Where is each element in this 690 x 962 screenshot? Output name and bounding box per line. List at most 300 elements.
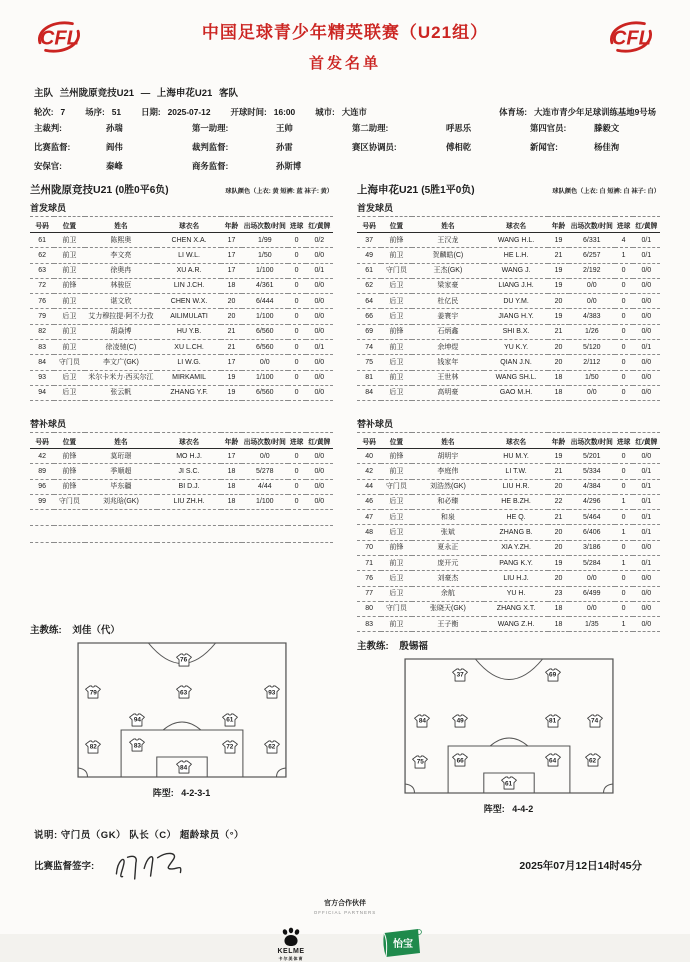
jersey-number: 62 (268, 743, 276, 751)
team-kit-colors: 球队颜色（上衣: 黄 短裤: 蓝 袜子: 黄） (225, 188, 333, 195)
name-cell: 梁家豪 (412, 278, 485, 293)
cards-cell: 0/1 (633, 494, 660, 509)
player-row (357, 586, 660, 601)
jersey_name-cell: GAO M.H. (484, 385, 548, 400)
age-cell: 20 (548, 479, 569, 494)
goals-cell: 0 (288, 370, 306, 385)
substitutes-label: 替补球员 (30, 419, 67, 429)
coach-label: 主教练: (30, 625, 62, 636)
jersey_name-cell: WANG H.L. (484, 233, 548, 248)
starters-table (30, 216, 333, 401)
team-kit-colors: 球队颜色（上衣: 白 短裤: 白 袜子: 白） (552, 188, 660, 195)
partners-title: 官方合作伙伴 (324, 900, 366, 908)
jersey_name-cell: PANG K.Y. (484, 555, 548, 570)
formation-value: 4-2-3-1 (181, 788, 211, 798)
player-row (357, 479, 660, 494)
name-cell: 王汉龙 (412, 233, 485, 248)
name-cell: 李文广(GK) (85, 355, 158, 370)
column-header: 红/黄牌 (306, 433, 333, 449)
jersey-number: 62 (588, 757, 597, 765)
goals-cell: 1 (615, 555, 633, 570)
no-cell: 96 (30, 479, 54, 494)
info-value: 7 (60, 107, 66, 117)
age-cell: 21 (548, 248, 569, 263)
goals-cell: 0 (615, 339, 633, 354)
jersey-icon (544, 713, 561, 728)
jersey_name-cell: XU L.CH. (157, 339, 221, 354)
team-header (30, 181, 333, 197)
table-header-row (30, 217, 333, 233)
official-label: 第四官员: (530, 123, 567, 133)
kelme-wordmark: KELME (277, 948, 305, 956)
info-label: 日期: (141, 107, 161, 117)
jersey_name-cell: JI S.C. (157, 464, 221, 479)
partners-block (0, 898, 690, 962)
jersey-icon (263, 739, 280, 754)
age-cell: 19 (548, 263, 569, 278)
player-row (30, 355, 333, 370)
no-cell: 72 (30, 278, 54, 293)
starters-label: 首发球员 (357, 203, 394, 213)
apps-cell: 4/383 (569, 309, 614, 324)
column-header: 球衣名 (157, 433, 221, 449)
jersey-icon (586, 713, 603, 728)
column-header: 球衣名 (157, 217, 221, 233)
column-header: 位置 (381, 433, 411, 449)
no-cell: 70 (357, 540, 381, 555)
jersey-number: 66 (456, 757, 464, 765)
column-header: 球衣名 (484, 217, 548, 233)
jersey_name-cell: ZHANG B. (484, 525, 548, 540)
info-pair (499, 106, 656, 118)
goals-cell: 4 (615, 233, 633, 248)
name-cell: 王世林 (412, 370, 485, 385)
player-row (357, 494, 660, 509)
age-cell: 17 (221, 248, 242, 263)
jersey-number: 64 (549, 757, 557, 765)
column-header: 号码 (357, 217, 381, 233)
supervisor-signature-label: 比赛监督签字: (34, 861, 95, 873)
apps-cell: 6/560 (242, 385, 287, 400)
no-cell: 69 (357, 324, 381, 339)
pos-cell: 前锋 (54, 479, 84, 494)
cards-cell: 0/1 (633, 479, 660, 494)
cards-cell: 0/1 (633, 555, 660, 570)
no-cell: 99 (30, 494, 54, 509)
jersey_name-cell: HE L.H. (484, 248, 548, 263)
pos-cell: 后卫 (381, 278, 411, 293)
name-cell: 张晓天(GK) (412, 601, 485, 616)
cards-cell: 0/0 (633, 309, 660, 324)
no-cell: 80 (357, 601, 381, 616)
column-header: 年龄 (548, 433, 569, 449)
jersey_name-cell: YU H. (484, 586, 548, 601)
player-row (30, 263, 333, 278)
jersey-number: 72 (226, 743, 234, 751)
apps-cell: 0/0 (242, 355, 287, 370)
jersey_name-cell: BI D.J. (157, 479, 221, 494)
pitch (404, 658, 614, 794)
age-cell: 19 (548, 309, 569, 324)
pos-cell: 前卫 (54, 233, 84, 248)
formation-label: 阵型: 4-4-2 (483, 804, 534, 815)
player-row (30, 464, 333, 479)
table-header-row (30, 433, 333, 449)
age-cell: 19 (548, 449, 569, 464)
no-cell: 83 (30, 339, 54, 354)
no-cell: 94 (30, 385, 54, 400)
official-label: 主裁判: (34, 123, 62, 133)
column-header: 号码 (357, 433, 381, 449)
pos-cell: 守门员 (381, 263, 411, 278)
info-label: 轮次: (34, 107, 54, 117)
jersey-icon (175, 652, 192, 667)
age-cell: 18 (548, 617, 569, 632)
no-cell: 84 (357, 385, 381, 400)
jersey-icon (85, 685, 102, 700)
column-header: 姓名 (412, 217, 485, 233)
starters-label: 首发球员 (30, 203, 67, 213)
age-cell: 20 (548, 525, 569, 540)
player-row (30, 494, 333, 509)
apps-cell: 6/444 (242, 294, 287, 309)
table-header-row (357, 433, 660, 449)
pos-cell: 后卫 (381, 309, 411, 324)
age-cell: 21 (548, 510, 569, 525)
no-cell: 61 (357, 263, 381, 278)
jersey-icon (452, 667, 469, 682)
player-row (30, 294, 333, 309)
apps-cell: 4/361 (242, 278, 287, 293)
goals-cell: 1 (615, 248, 633, 263)
no-cell: 66 (357, 309, 381, 324)
cards-cell: 0/0 (306, 294, 333, 309)
age-cell: 17 (221, 233, 242, 248)
player-row (30, 385, 333, 400)
pos-cell: 前卫 (54, 324, 84, 339)
column-header: 位置 (381, 217, 411, 233)
apps-cell: 6/331 (569, 233, 614, 248)
column-header: 进球 (615, 217, 633, 233)
official-label: 新闻官: (530, 142, 558, 152)
apps-cell: 5/464 (569, 510, 614, 525)
jersey-number: 61 (226, 716, 234, 724)
column-header: 红/黄牌 (633, 433, 660, 449)
apps-cell: 5/284 (569, 555, 614, 570)
column-header: 姓名 (412, 433, 485, 449)
goals-cell: 0 (288, 248, 306, 263)
goals-cell: 1 (615, 617, 633, 632)
column-header: 出场次数/时间 (569, 433, 614, 449)
cards-cell: 0/0 (633, 385, 660, 400)
apps-cell: 1/100 (242, 263, 287, 278)
goals-cell: 1 (615, 494, 633, 509)
name-cell: 胡焱博 (85, 324, 158, 339)
pos-cell: 前卫 (381, 370, 411, 385)
cards-cell: 0/0 (633, 617, 660, 632)
column-header: 出场次数/时间 (569, 217, 614, 233)
cards-cell: 0/1 (633, 248, 660, 263)
goals-cell: 0 (288, 464, 306, 479)
player-row (357, 555, 660, 570)
svg-text:怡宝: 怡宝 (393, 939, 413, 951)
official-name: 呼思乐 (446, 123, 472, 133)
name-cell: 余航 (412, 586, 485, 601)
player-row (357, 278, 660, 293)
svg-text:CFL: CFL (39, 27, 79, 50)
pitch-field-lines (404, 658, 614, 794)
apps-cell: 4/296 (569, 494, 614, 509)
player-row (30, 324, 333, 339)
no-cell: 79 (30, 309, 54, 324)
page-title: 中国足球青少年精英联赛（U21组） (201, 23, 489, 42)
name-cell: 刘兆晗(GK) (85, 494, 158, 509)
pos-cell: 前锋 (381, 233, 411, 248)
name-cell: 李庭伟 (412, 464, 485, 479)
age-cell: 20 (548, 294, 569, 309)
apps-cell: 5/278 (242, 464, 287, 479)
age-cell: 20 (221, 294, 242, 309)
official-name: 孙瑞 (106, 123, 123, 133)
substitutes-label: 替补球员 (357, 419, 394, 429)
cards-cell: 0/0 (633, 294, 660, 309)
apps-cell: 1/50 (569, 370, 614, 385)
cards-cell: 0/0 (633, 586, 660, 601)
empty-row (30, 510, 333, 526)
jersey_name-cell: LI W.G. (157, 355, 221, 370)
table-header-row (357, 217, 660, 233)
player-row (357, 309, 660, 324)
empty-row (30, 526, 333, 542)
goals-cell: 0 (615, 263, 633, 278)
age-cell: 20 (548, 339, 569, 354)
pos-cell: 前锋 (54, 464, 84, 479)
official-label: 赛区协调员: (352, 142, 397, 152)
jersey-icon (544, 667, 561, 682)
pos-cell: 后卫 (381, 525, 411, 540)
apps-cell: 1/50 (242, 248, 287, 263)
match-info-line (0, 102, 690, 119)
name-cell: 张斌 (412, 525, 485, 540)
apps-cell: 6/406 (569, 525, 614, 540)
pos-cell: 后卫 (381, 586, 411, 601)
name-cell: 夏永正 (412, 540, 485, 555)
jersey_name-cell: HU M.Y. (484, 449, 548, 464)
age-cell: 19 (548, 233, 569, 248)
official-label: 第一助理: (192, 123, 229, 133)
name-cell: 余坤煜 (412, 339, 485, 354)
pos-cell: 后卫 (381, 385, 411, 400)
no-cell: 76 (357, 571, 381, 586)
column-header: 姓名 (85, 217, 158, 233)
column-header: 进球 (615, 433, 633, 449)
no-cell: 62 (30, 248, 54, 263)
no-cell: 93 (30, 370, 54, 385)
column-header: 年龄 (221, 217, 242, 233)
no-cell: 74 (357, 339, 381, 354)
apps-cell: 1/100 (242, 309, 287, 324)
pos-cell: 前锋 (54, 278, 84, 293)
goals-cell: 0 (288, 324, 306, 339)
substitutes-table (30, 432, 333, 543)
name-cell: 高明豪 (412, 385, 485, 400)
substitutes-table-area (30, 432, 333, 616)
pos-cell: 前卫 (381, 555, 411, 570)
no-cell: 44 (357, 479, 381, 494)
vs-separator: — (140, 88, 151, 99)
age-cell: 18 (548, 370, 569, 385)
pos-cell: 前锋 (381, 449, 411, 464)
apps-cell: 0/0 (242, 449, 287, 464)
page-subtitle: 首发名单 (308, 55, 381, 72)
coach-line (357, 638, 660, 652)
pos-cell: 守门员 (381, 479, 411, 494)
yibao-logo (378, 927, 424, 961)
goals-cell: 0 (288, 278, 306, 293)
jersey-number: 63 (180, 689, 188, 697)
goals-cell: 0 (288, 385, 306, 400)
cards-cell: 0/0 (306, 464, 333, 479)
name-cell: 艾力穆拉提·阿不力孜 (85, 309, 158, 324)
team-header (357, 181, 660, 197)
player-row (357, 339, 660, 354)
age-cell: 21 (548, 324, 569, 339)
no-cell: 84 (30, 355, 54, 370)
jersey-number: 61 (504, 780, 513, 788)
goals-cell: 0 (615, 385, 633, 400)
empty-cell (30, 510, 333, 526)
pos-cell: 前卫 (54, 339, 84, 354)
apps-cell: 1/35 (569, 617, 614, 632)
apps-cell: 4/384 (569, 479, 614, 494)
goals-cell: 0 (615, 586, 633, 601)
cards-cell: 0/0 (306, 479, 333, 494)
age-cell: 20 (548, 355, 569, 370)
jersey-icon (452, 713, 469, 728)
age-cell: 23 (548, 586, 569, 601)
apps-cell: 0/0 (569, 294, 614, 309)
name-cell: 庞开元 (412, 555, 485, 570)
jersey_name-cell: CHEN W.X. (157, 294, 221, 309)
name-cell: 林骏臣 (85, 278, 158, 293)
official-label: 安保官: (34, 161, 62, 171)
goals-cell: 0 (615, 479, 633, 494)
goals-cell: 0 (288, 479, 306, 494)
no-cell: 82 (30, 324, 54, 339)
goals-cell: 0 (288, 309, 306, 324)
info-pair (85, 106, 121, 118)
jersey_name-cell: WANG SH.L. (484, 370, 548, 385)
official-label: 比赛监督: (34, 142, 71, 152)
name-cell: 和必臻 (412, 494, 485, 509)
name-cell: 张云帆 (85, 385, 158, 400)
pitch (77, 642, 287, 778)
jersey-icon (175, 760, 192, 775)
goals-cell: 0 (288, 494, 306, 509)
jersey-number: 84 (180, 764, 188, 772)
age-cell: 20 (221, 309, 242, 324)
pos-cell: 后卫 (54, 370, 84, 385)
teams-line (0, 73, 690, 102)
titles (88, 16, 602, 73)
name-cell: 徐凌驰(C) (85, 339, 158, 354)
goals-cell: 0 (615, 278, 633, 293)
apps-cell: 0/0 (569, 385, 614, 400)
apps-cell: 1/99 (242, 233, 287, 248)
pos-cell: 前卫 (54, 263, 84, 278)
name-cell: 杜亿民 (412, 294, 485, 309)
player-row (30, 479, 333, 494)
player-row (357, 263, 660, 278)
partners-subtitle: OFFICIAL PARTNERS (313, 910, 377, 916)
cards-cell: 0/0 (633, 571, 660, 586)
legend-note: 说明: 守门员（GK） 队长（C） 超龄球员（°） (34, 830, 244, 842)
jersey-icon (412, 754, 429, 769)
player-row (357, 355, 660, 370)
apps-cell: 5/120 (569, 339, 614, 354)
jersey-number: 75 (416, 758, 424, 766)
pos-cell: 前锋 (381, 540, 411, 555)
player-row (30, 449, 333, 464)
info-label: 城市: (315, 107, 335, 117)
jersey_name-cell: XU A.R. (157, 263, 221, 278)
jersey-icon (544, 753, 561, 768)
info-pair (141, 106, 210, 118)
no-cell: 47 (357, 510, 381, 525)
cards-cell: 0/0 (633, 355, 660, 370)
no-cell: 71 (357, 555, 381, 570)
cards-cell: 0/1 (633, 510, 660, 525)
column-header: 球衣名 (484, 433, 548, 449)
cards-cell: 0/2 (306, 233, 333, 248)
column-header: 出场次数/时间 (242, 433, 287, 449)
pos-cell: 后卫 (381, 294, 411, 309)
jersey-number: 37 (456, 671, 464, 679)
apps-cell: 1/26 (569, 324, 614, 339)
jersey_name-cell: LIN J.CH. (157, 278, 221, 293)
home-team-section (30, 181, 333, 815)
official-name: 杨佳洵 (594, 142, 620, 152)
no-cell: 42 (30, 449, 54, 464)
jersey-number: 79 (89, 689, 97, 697)
name-cell: 毕东疆 (85, 479, 158, 494)
info-pair (34, 106, 65, 118)
print-datetime: 2025年07月12日14时45分 (519, 859, 642, 872)
no-cell: 48 (357, 525, 381, 540)
cards-cell: 0/0 (633, 540, 660, 555)
team-record: (0胜0平6负) (115, 185, 169, 196)
formation-label: 阵型: 4-2-3-1 (152, 788, 211, 798)
name-cell: 李文亮 (85, 248, 158, 263)
jersey_name-cell: SHI B.X. (484, 324, 548, 339)
player-row (30, 248, 333, 263)
jersey_name-cell: HE B.ZH. (484, 494, 548, 509)
cards-cell: 0/1 (306, 339, 333, 354)
no-cell: 63 (30, 263, 54, 278)
age-cell: 19 (221, 385, 242, 400)
coach-name: 刘佳（代） (72, 625, 120, 636)
goals-cell: 0 (615, 449, 633, 464)
away-label: 客队 (218, 88, 238, 99)
cfl-logo-left (30, 16, 88, 58)
pos-cell: 前卫 (381, 339, 411, 354)
cards-cell: 0/0 (306, 324, 333, 339)
age-cell: 19 (548, 278, 569, 293)
jersey_name-cell: MO H.J. (157, 449, 221, 464)
apps-cell: 0/0 (569, 571, 614, 586)
substitutes-table-area (357, 432, 660, 632)
no-cell: 37 (357, 233, 381, 248)
